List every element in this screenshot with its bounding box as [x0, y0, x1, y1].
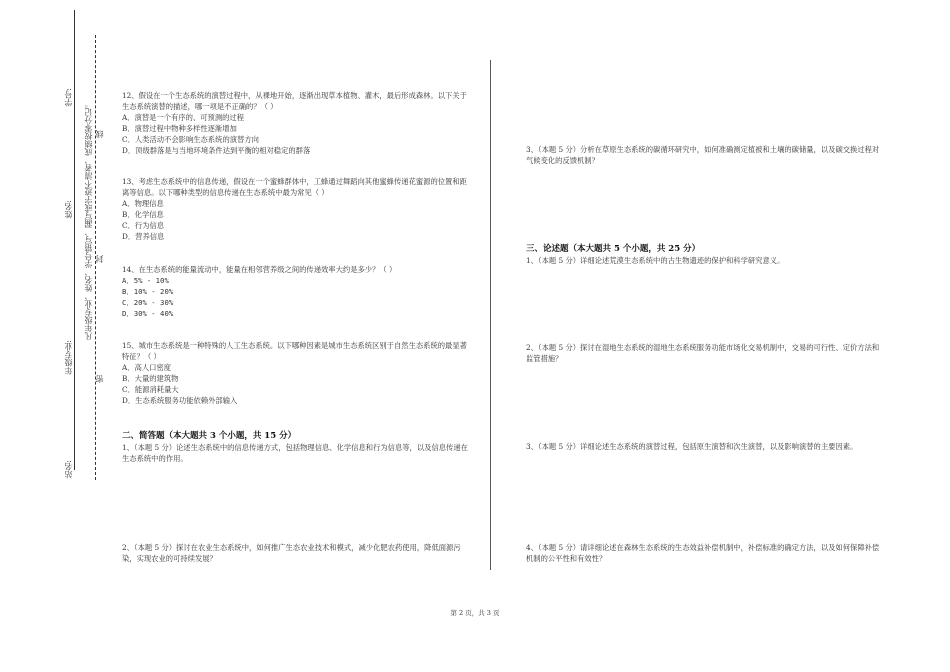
essay-3: 3、（本题 5 分）详细论述生态系统的演替过程，包括原生演替和次生演替，以及影响演替的主要因素。	[526, 442, 858, 451]
option: C．20% - 30%	[122, 298, 174, 307]
option: A．演替是一个有序的、可预测的过程	[122, 113, 245, 122]
essay-4: 4、（本题 5 分）请详细论述在森林生态系统的生态效益补偿机制中，补偿标准的确定方法，以及如何保障补偿机制的公平性和有效性？	[526, 543, 880, 563]
section-2	[122, 430, 470, 464]
question-stem: 13、考虑生态系统中的信息传递，假设在一个蜜蜂群体中，工蜂通过舞蹈向其他蜜蜂传递花蜜源的位置和距离等信息。以下哪种类型的信息传递在生态系统中最为常见（ ）	[122, 177, 467, 197]
option: B．10% - 20%	[122, 287, 174, 296]
seal-xian: 线	[95, 130, 104, 138]
option: B．演替过程中物种多样性逐渐增加	[122, 124, 237, 133]
option: A．物理信息	[122, 199, 164, 208]
option: C．能源消耗量大	[122, 385, 179, 394]
binding-notice: 凡年级专业、姓名、学号错写、漏写或字迹不清者，成绩按零分记。	[84, 100, 93, 340]
option: B．大量的建筑物	[122, 374, 179, 383]
option: D．30% - 40%	[122, 309, 174, 318]
label-xuehao: 学号:	[64, 88, 73, 107]
page-footer: 第 2 页，共 3 页	[450, 609, 500, 617]
option: A．高人口密度	[122, 363, 172, 372]
column-divider	[490, 60, 491, 570]
section-3-title: 三、论述题（本大题共 5 个小题，共 25 分）	[526, 244, 701, 254]
option: D．顶级群落是与当地环境条件达到平衡的相对稳定的群落	[122, 146, 311, 155]
option: A．5% - 10%	[122, 276, 169, 285]
binding-margin	[0, 0, 110, 672]
essay-2-block	[526, 342, 886, 364]
option: D．营养信息	[122, 232, 165, 241]
short-answer-2: 2、（本题 5 分）探讨在农业生态系统中，如何推广生态农业技术和模式，减少化肥农药使用，降低面源污染，实现农业的可持续发展？	[122, 543, 461, 563]
section-3	[526, 243, 886, 266]
question-13	[122, 176, 470, 242]
essay-2: 2、（本题 5 分）探讨在湿地生态系统的湿地生态系统服务功能市场化交易机制中，交易的可行性、定价方法和监管措施？	[526, 343, 880, 363]
binding-solid-line	[74, 10, 75, 470]
essay-1: 1、（本题 5 分）详细论述荒漠生态系统中的古生物遗迹的保护和科学研究意义。	[526, 256, 785, 265]
section-2-title: 二、简答题（本大题共 3 个小题，共 15 分）	[122, 431, 297, 441]
seal-feng: 封	[95, 255, 104, 263]
label-xiaoming: 站名:	[64, 460, 73, 479]
question-stem: 14、在生态系统的能量流动中，能量在相邻营养级之间的传递效率大约是多少？（ ）	[122, 265, 397, 274]
question-12	[122, 90, 470, 156]
short-answer-2-block	[122, 542, 470, 564]
option: B．化学信息	[122, 210, 164, 219]
essay-3-block	[526, 441, 886, 452]
option: D．生态系统服务功能依赖外部输入	[122, 396, 238, 405]
seal-mi: 密	[95, 375, 104, 383]
question-stem: 15、城市生态系统是一种特殊的人工生态系统。以下哪种因素是城市生态系统区别于自然生态系统的最显著特征？（ ）	[122, 341, 467, 361]
question-15	[122, 340, 470, 406]
question-stem: 12、假设在一个生态系统的演替过程中，从裸地开始，逐渐出现草本植物、灌木，最后形成森林。以下关于生态系统演替的描述，哪一项是不正确的？（ ）	[122, 91, 467, 111]
question-14	[122, 264, 470, 319]
essay-4-block	[526, 542, 886, 564]
label-nianji: 年级专业:	[64, 340, 73, 375]
short-answer-3: 3、（本题 5 分）分析在草原生态系统的碳循环研究中，如何准确测定植被和土壤的碳储量，以及碳交换过程对气候变化的反馈机制？	[526, 145, 880, 165]
option: C．人类活动不会影响生态系统的演替方向	[122, 135, 259, 144]
short-answer-3-block	[526, 144, 886, 166]
option: C．行为信息	[122, 221, 165, 230]
short-answer-1: 1、（本题 5 分）论述生态系统中的信息传递方式，包括物理信息、化学信息和行为信息等，以及信息传递在生态系统中的作用。	[122, 443, 468, 463]
label-xingming: 姓名:	[64, 200, 73, 219]
